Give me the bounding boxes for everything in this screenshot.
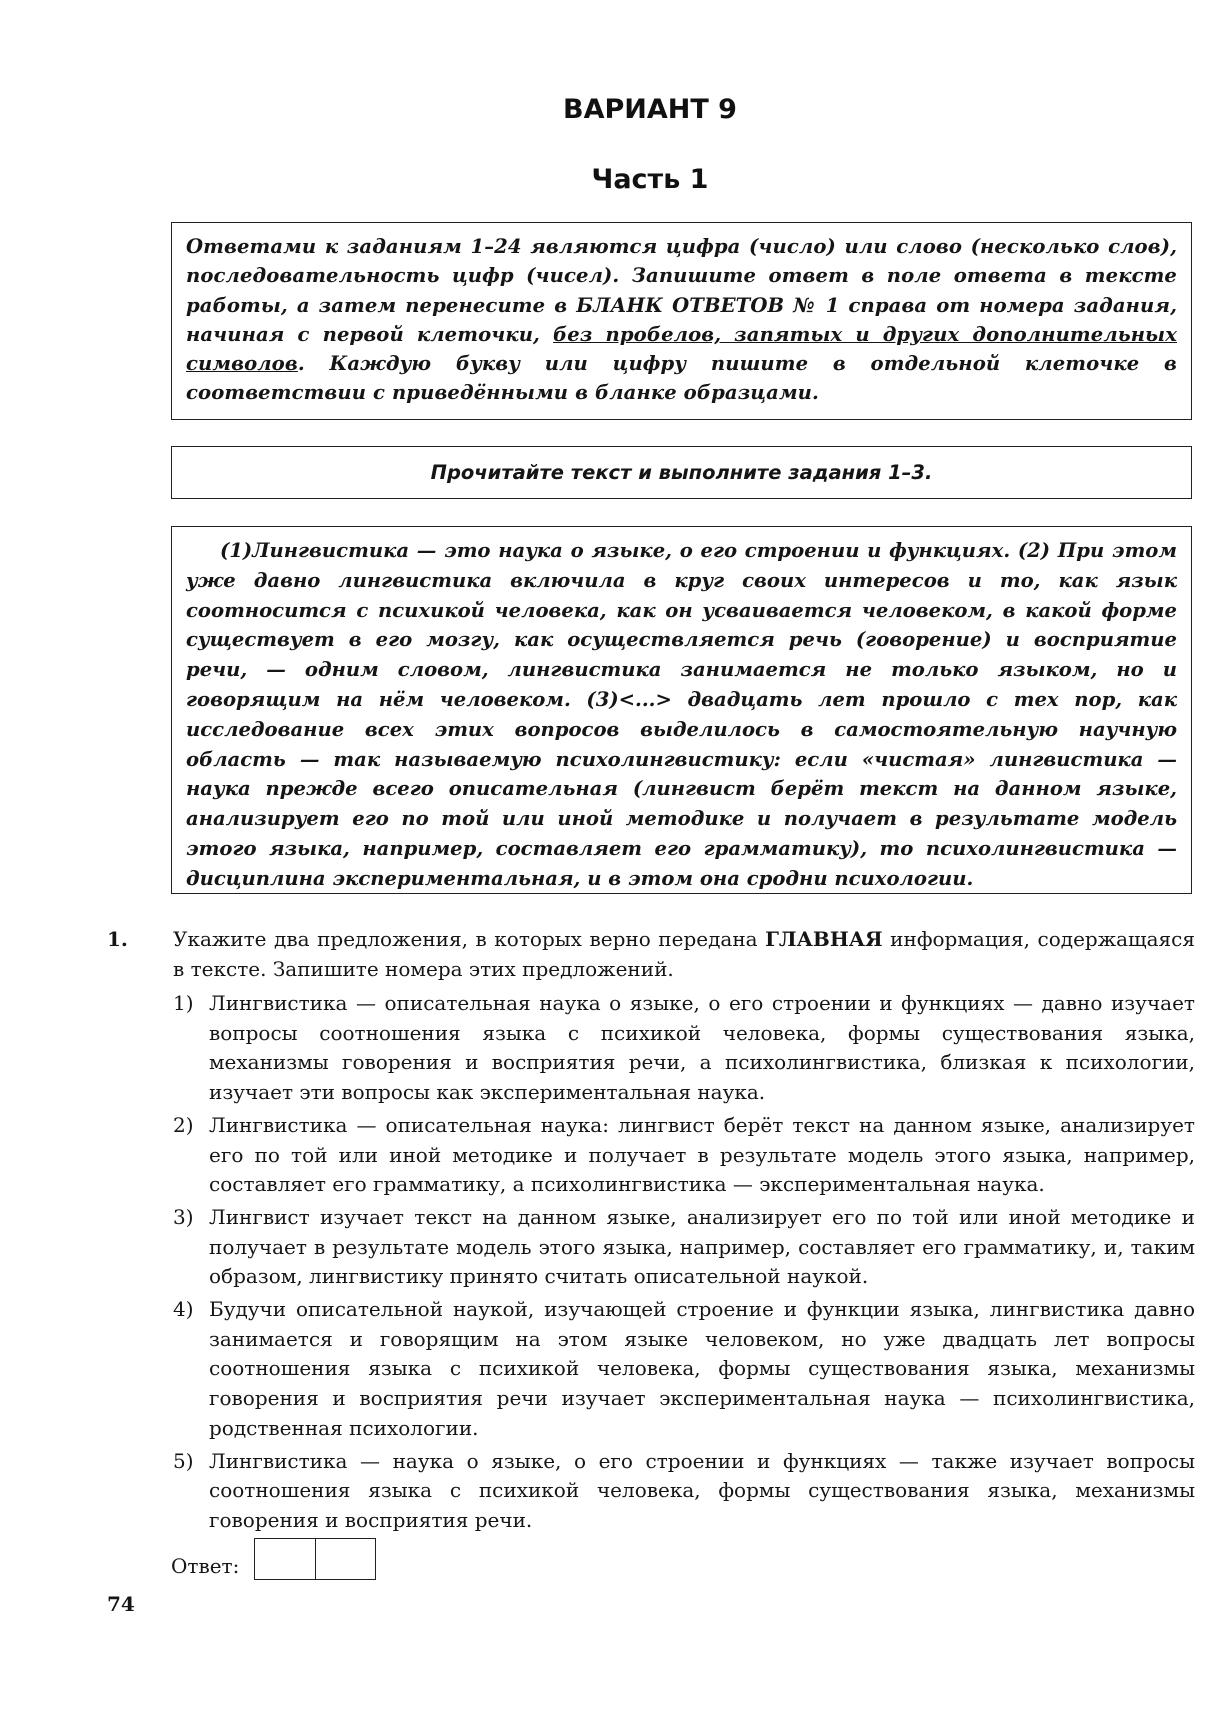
option-number: 1) [173, 991, 194, 1015]
instructions-text-start: Ответами к заданиям 1–24 являются цифра (число) или слово (несколько слов), последовательность цифр (чисел). Запишите ответ в поле ответа в тексте работы, а затем перенесите в БЛАНК ОТВЕТОВ № 1 справа от номера задания, начиная с первой клеточки, [186, 235, 1177, 346]
page-number: 74 [107, 1592, 135, 1616]
answer-cell-2[interactable] [315, 1539, 375, 1579]
instructions-text-end: . Каждую букву или цифру пишите в отдельной клеточке в соответствии с приведёнными в бланке образцами. [186, 352, 1177, 405]
answer-option [173, 1447, 1195, 1536]
answer-options-list [173, 989, 1195, 1536]
answer-option [173, 989, 1195, 1108]
question-text [173, 924, 1195, 984]
question-text-start: Укажите два предложения, в которых верно передана [173, 927, 766, 951]
question-number: 1. [107, 927, 128, 951]
option-number: 4) [173, 1297, 194, 1322]
option-text: Лингвистика — описательная наука: лингвист берёт текст на данном языке, анализирует его по той или иной методике и получает в результате модель этого языка, например, составляет его грамматику, а психолингвистика — экспериментальная наука. [209, 1112, 1195, 1197]
reading-text-box [171, 526, 1192, 894]
answer-cell-1[interactable] [255, 1539, 315, 1579]
option-text: Будучи описательной наукой, изучающей строение и функции языка, лингвистика давно занимается и говорящим на этом языке человеком, но уже двадцать лет вопросы соотношения языка с психикой человека, формы существования языка, механизмы говорения и восприятия речи изучает экспериментальная наука — психолингвистика, родственная психологии. [209, 1297, 1195, 1440]
instructions-box [171, 222, 1192, 420]
answer-option [173, 1203, 1195, 1292]
answer-cells [254, 1538, 376, 1580]
instructions-underlined-text: без пробелов, запятых и других дополнительных символов [186, 322, 1177, 376]
answer-label: Ответ: [171, 1554, 240, 1578]
reading-text: (1)Лингвистика — это наука о языке, о его строении и функциях. (2) При этом уже давно лингвистика включила в круг своих интересов и то, как язык соотносится с психикой человека, как он усваивается человеком, в какой форме существует в его мозгу, как осуществляется речь (говорение) и восприятие речи, — одним словом, лингвистика занимается не только языком, но и говорящим на нём человеком. (3)<...> двадцать лет прошло с тех пор, как исследование всех этих вопросов выделилось в самостоятельную научную область — так называемую психолингвистику: если «чистая» лингвистика — наука прежде всего описательная (лингвист берёт текст на данном языке, анализирует его по той или иной методике и получает в результате модель этого языка, например, составляет его грамматику), то психолингвистика — дисциплина экспериментальная, и в этом она сродни психологии. [186, 539, 1177, 890]
part-title: Часть 1 [591, 164, 709, 195]
option-text: Лингвистика — описательная наука о языке, о его строении и функциях — давно изучает вопросы соотношения языка с психикой человека, формы существования языка, механизмы говорения и восприятия речи, а психолингвистика, близкая к психологии, изучает эти вопросы как экспериментальная наука. [209, 991, 1195, 1105]
instructions-text [186, 232, 1177, 408]
answer-option [173, 1111, 1195, 1200]
variant-title: ВАРИАНТ 9 [563, 94, 737, 125]
option-number: 2) [173, 1112, 194, 1137]
task-banner: Прочитайте текст и выполните задания 1–3. [171, 446, 1192, 499]
option-text: Лингвист изучает текст на данном языке, анализирует его по той или иной методике и получает в результате модель этого языка, например, составляет его грамматику, и, таким образом, лингвистику принято считать описательной наукой. [209, 1204, 1195, 1289]
option-number: 3) [173, 1204, 194, 1229]
question-1 [107, 924, 1195, 1539]
question-text-end: информация, содержащаяся в тексте. Запишите номера этих предложений. [173, 927, 1195, 981]
answer-option [173, 1295, 1195, 1444]
option-text: Лингвистика — наука о языке, о его строении и функциях — также изучает вопросы соотношения языка с психикой человека, формы существования языка, механизмы говорения и восприятия речи. [209, 1448, 1195, 1532]
option-number: 5) [173, 1448, 194, 1473]
question-bold-word: ГЛАВНАЯ [765, 927, 883, 951]
